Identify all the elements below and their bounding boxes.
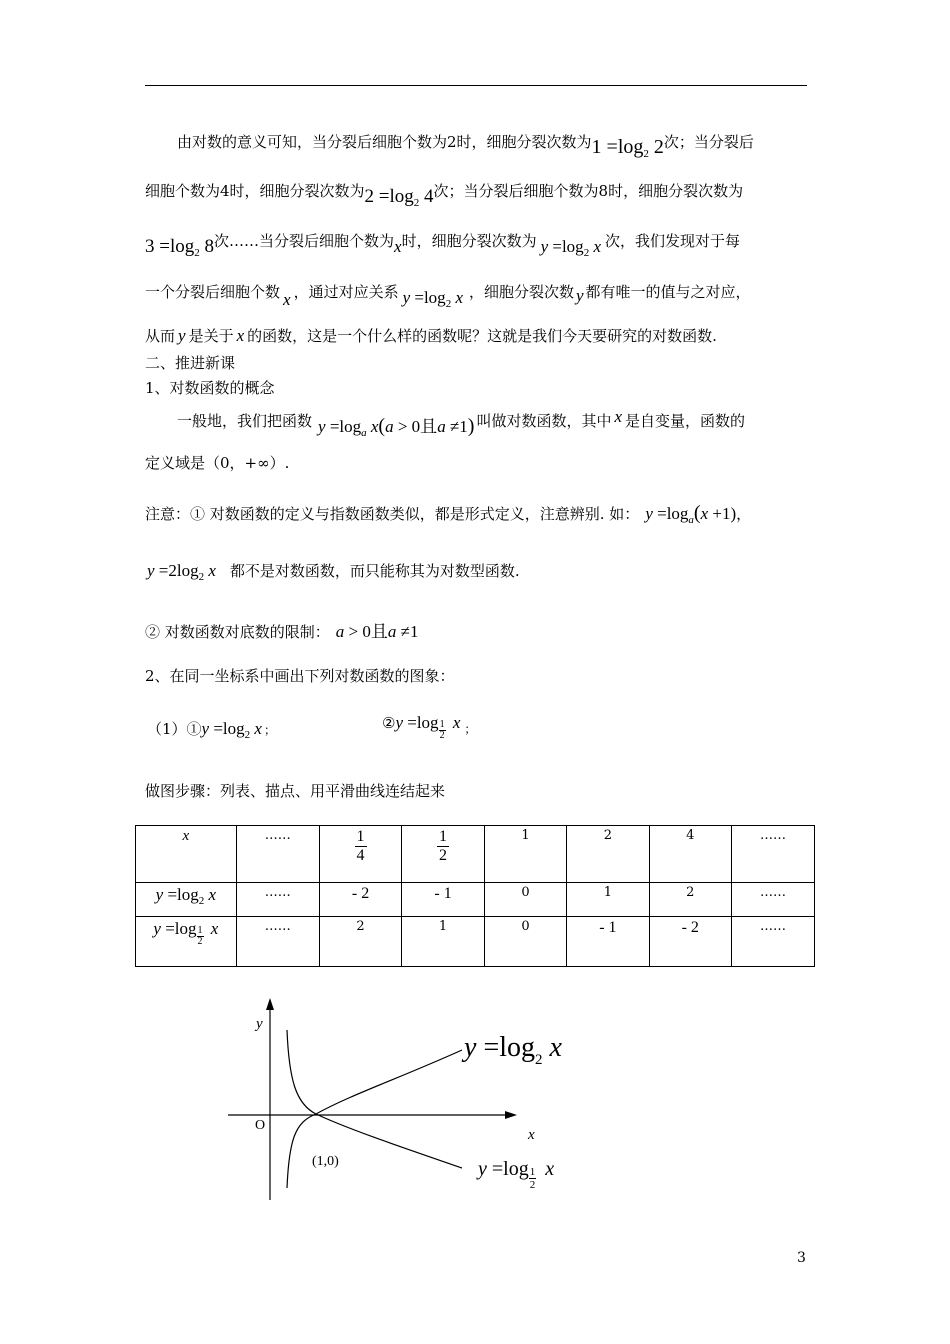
drawing-steps: 做图步骤：列表、描点、用平滑曲线连结起来 (145, 782, 446, 800)
para1-text-j: ，细胞分裂次数 (468, 283, 574, 301)
table-cell: 2 (649, 883, 731, 917)
para1-text-g: 次，我们发现对于每 (604, 232, 740, 250)
definition-text-a: 一般地，我们把函数 (177, 412, 313, 430)
para1-text-e: 次……当分裂后细胞个数为 (214, 232, 395, 250)
table-cell: 1 (567, 883, 649, 917)
para1-text-c: 细胞个数为4时，细胞分裂次数为 (145, 182, 365, 200)
note-text-a: 注意：① 对数函数的定义与指数函数类似，都是形式定义，注意辨别. 如： (145, 505, 640, 523)
para1-text-f: 时，细胞分裂次数为 (401, 232, 537, 250)
section-heading-2-2: 2、在同一坐标系中画出下列对数函数的图象： (145, 667, 455, 685)
graph-label-log-half: y =log $\frac{1}{2}$ x (478, 1158, 555, 1191)
point-label: (1,0) (312, 1154, 339, 1169)
table-cell: - 2 (649, 917, 731, 967)
note-comma: ， (736, 505, 752, 523)
section-heading-2-1: 1、对数函数的概念 (145, 379, 275, 397)
table-cell: 2 (567, 826, 649, 883)
table-cell: 2 (319, 917, 402, 967)
table-cell: - 1 (567, 917, 649, 967)
table-cell: $\frac{1}{2}$ (402, 826, 485, 883)
var-y: y (576, 286, 584, 305)
table-cell: $\frac{1}{4}$ (319, 826, 402, 883)
math-base-restriction: a > 0且a ≠1 (335, 622, 419, 641)
var-x: x (614, 407, 623, 426)
para1-text-k: 都有唯一的值与之对应， (585, 283, 751, 301)
var-x: x (236, 326, 245, 345)
math-1-log2-2: $1 =\log_2$ 2 (591, 136, 664, 160)
definition-domain: 定义域是（0，+∞）. (145, 454, 290, 472)
math-y-log2-x: $y =\log_2$ x (540, 237, 601, 259)
x-axis-label: x (528, 1127, 535, 1143)
math-2-log2-4: $2 =\log_2$ 4 (364, 186, 434, 209)
table-cell: …… (236, 826, 319, 883)
page-number: 3 (797, 1250, 806, 1266)
section-heading-2: 二、推进新课 (145, 354, 236, 372)
definition-text-b: 叫做对数函数，其中 (476, 412, 612, 430)
y-axis-arrow (266, 998, 274, 1010)
table-cell: 1 (402, 917, 485, 967)
math-task-log-half: y =log $\frac{1}{2}$ x (395, 713, 461, 741)
math-log-a-x-plus-1: $y =\log_a(x +1)$ (645, 502, 737, 526)
para1-text-d: 次；当分裂后细胞个数为8时，细胞分裂次数为 (433, 182, 744, 200)
table-cell: 4 (649, 826, 731, 883)
table-cell: 1 (484, 826, 566, 883)
task-semicolon: ； (263, 723, 276, 737)
table-row-label-log2: $y =\log_2$ x (136, 883, 237, 917)
table-cell: - 2 (319, 883, 402, 917)
note-text-b: 都不是对数函数，而只能称其为对数型函数. (229, 562, 520, 580)
para1-text-l3: 的函数，这是一个什么样的函数呢？这就是我们今天要研究的对数函数. (247, 327, 717, 345)
para1-text-a: 由对数的意义可知，当分裂后细胞个数为2时，细胞分裂次数为 (177, 133, 592, 151)
table-header-x: x (136, 826, 237, 883)
math-3-log2-8: $3 =\log_2$ 8 (145, 236, 214, 259)
task-semicolon: ； (464, 722, 477, 736)
var-y: y (178, 326, 186, 345)
table-cell: …… (236, 883, 319, 917)
var-x: x (283, 290, 291, 309)
y-axis-label: y (256, 1016, 263, 1032)
para1-text-l: 从而 (145, 327, 176, 345)
origin-label: O (255, 1118, 266, 1133)
definition-text-c: 是自变量，函数的 (625, 412, 746, 430)
para1-text-h: 一个分裂后细胞个数 (145, 283, 281, 301)
table-cell: 0 (484, 883, 566, 917)
table-row-label-log-half: y =log $\frac{1}{2}$ x (136, 917, 237, 967)
para1-text-b: 次；当分裂后 (663, 133, 754, 151)
math-task-log2: $y =\log_2$ x (201, 719, 262, 741)
graph-label-log2: $y =\log_2$ x (464, 1032, 562, 1068)
x-axis-arrow (505, 1111, 517, 1119)
table-cell: …… (731, 826, 814, 883)
math-log-a-definition: $y =\log_a$ x(a > 0且a ≠1) (318, 415, 475, 439)
table-cell: 0 (484, 917, 566, 967)
math-y-log2-x: $y =\log_2$ x (402, 288, 463, 310)
task-text-b: ② (382, 714, 396, 732)
table-cell: …… (731, 883, 814, 917)
curve-log-half (287, 1030, 462, 1168)
table-cell: …… (731, 917, 814, 967)
para1-text-i: ，通过对应关系 (293, 283, 399, 301)
task-text-a: （1）① (147, 720, 202, 738)
note-text-c: ② 对数函数对底数的限制： (145, 623, 330, 641)
var-x: x (394, 237, 402, 256)
para1-text-l2: 是关于 (188, 327, 234, 345)
math-2log2-x: $y =2\log_2$ x (147, 561, 216, 583)
table-cell: …… (236, 917, 319, 967)
table-cell: - 1 (402, 883, 485, 917)
